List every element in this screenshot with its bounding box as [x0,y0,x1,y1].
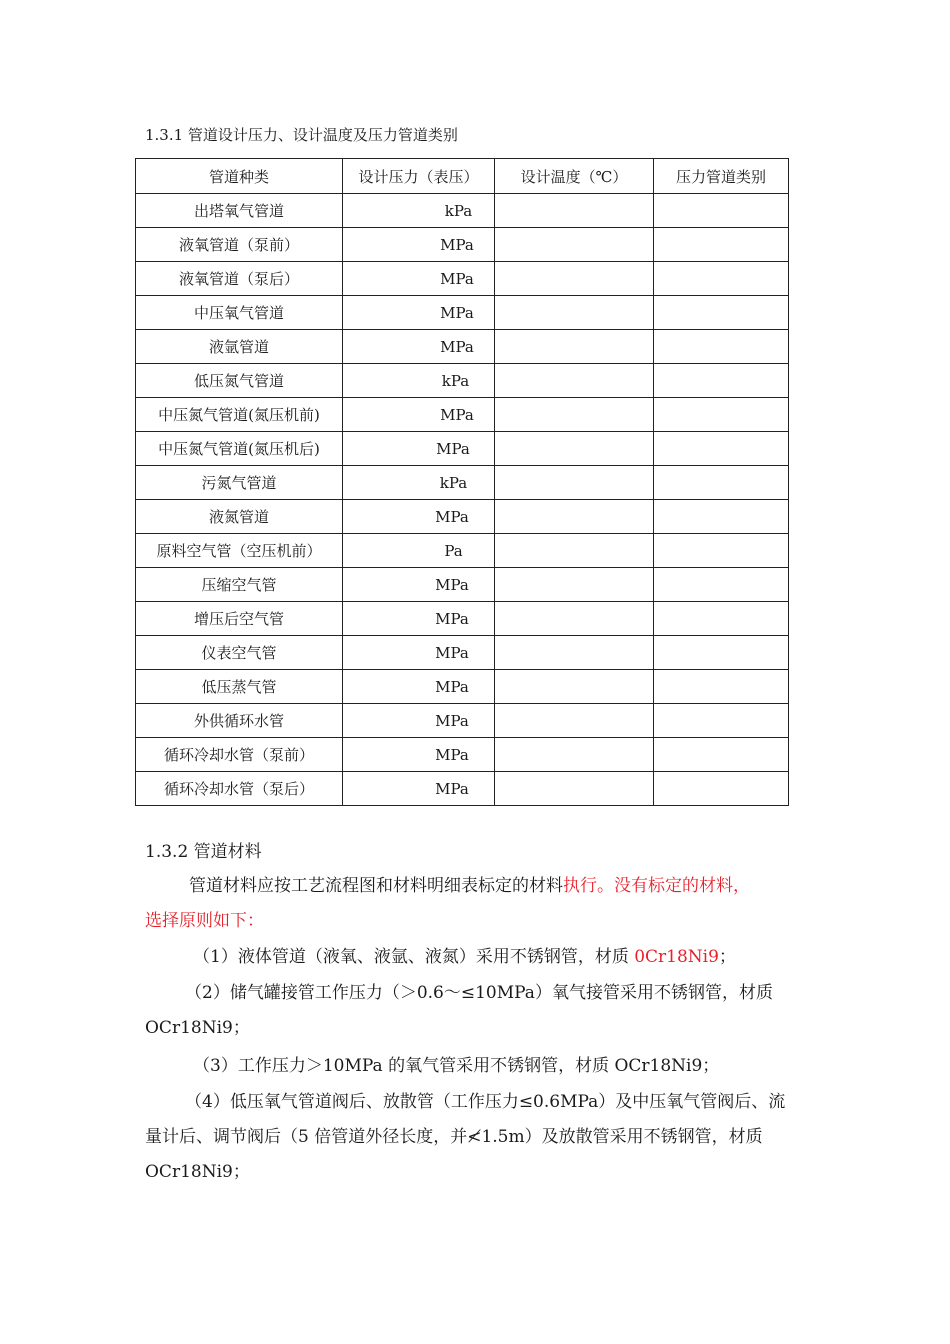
rule-1-material: 0Cr18Ni9 [634,947,719,967]
pipe-class-cell [654,704,789,738]
design-temperature-cell [495,330,654,364]
intro-highlight: 执行。没有标定的材料， [563,876,750,896]
table-row [136,738,789,772]
design-pressure-cell: MPa [343,296,495,330]
table-row [136,398,789,432]
pipe-pressure-table [135,158,789,806]
table-row [136,432,789,466]
design-pressure-cell: MPa [343,228,495,262]
rule-4-line-3: OCr18Ni9； [145,1162,250,1182]
design-pressure-cell: Pa [343,534,495,568]
pipe-class-cell [654,296,789,330]
material-rule-2 [145,976,810,1046]
pipe-type-cell: 液氩管道 [136,330,343,364]
table-row [136,670,789,704]
table-row [136,296,789,330]
header-pressure-pipe-class: 压力管道类别 [654,159,789,194]
pipe-type-cell: 出塔氧气管道 [136,194,343,228]
design-temperature-cell [495,296,654,330]
pipe-class-cell [654,500,789,534]
pipe-type-cell: 污氮气管道 [136,466,343,500]
design-temperature-cell [495,364,654,398]
design-temperature-cell [495,738,654,772]
design-pressure-cell: MPa [343,330,495,364]
section-1-3-1-title: 1.3.1 管道设计压力、设计温度及压力管道类别 [145,126,458,144]
design-pressure-cell: kPa [343,364,495,398]
table-header-row [136,159,789,194]
table-row [136,330,789,364]
design-pressure-cell: MPa [343,432,495,466]
design-pressure-cell: MPa [343,398,495,432]
design-temperature-cell [495,398,654,432]
pipe-type-cell: 中压氮气管道(氮压机后) [136,432,343,466]
pipe-class-cell [654,466,789,500]
rule-2-line-1: （2）储气罐接管工作压力（＞0.6～≤10MPa）氧气接管采用不锈钢管，材质 [185,983,773,1003]
design-pressure-cell: MPa [343,636,495,670]
pipe-type-cell: 增压后空气管 [136,602,343,636]
materials-intro-paragraph [145,869,810,939]
section-1-3-2-title: 1.3.2 管道材料 [145,842,262,862]
design-pressure-cell: MPa [343,602,495,636]
design-temperature-cell [495,568,654,602]
pipe-class-cell [654,432,789,466]
table-row [136,636,789,670]
design-pressure-cell: kPa [343,194,495,228]
pipe-type-cell: 中压氮气管道(氮压机前) [136,398,343,432]
design-temperature-cell [495,534,654,568]
table-row [136,364,789,398]
rule-1-text: （1）液体管道（液氧、液氩、液氮）采用不锈钢管，材质 [193,947,635,967]
pipe-class-cell [654,636,789,670]
pipe-type-cell: 中压氧气管道 [136,296,343,330]
rule-1-end: ； [718,947,736,967]
pipe-type-cell: 原料空气管（空压机前） [136,534,343,568]
pipe-class-cell [654,738,789,772]
pipe-class-cell [654,364,789,398]
table-row [136,534,789,568]
pipe-class-cell [654,194,789,228]
rule-4-line-1: （4）低压氧气管道阀后、放散管（工作压力≤0.6MPa）及中压氧气管阀后、流 [185,1092,786,1112]
pipe-class-cell [654,262,789,296]
design-temperature-cell [495,704,654,738]
design-temperature-cell [495,670,654,704]
design-temperature-cell [495,772,654,806]
pipe-type-cell: 液氧管道（泵后） [136,262,343,296]
design-pressure-cell: MPa [343,704,495,738]
pipe-type-cell: 低压氮气管道 [136,364,343,398]
rule-4-line-2: 量计后、调节阀后（5 倍管道外径长度，并≮1.5m）及放散管采用不锈钢管，材质 [145,1127,763,1147]
material-rule-4 [145,1085,810,1190]
pipe-type-cell: 循环冷却水管（泵前） [136,738,343,772]
design-pressure-cell: MPa [343,772,495,806]
table-row [136,500,789,534]
design-temperature-cell [495,228,654,262]
intro-line2: 选择原则如下： [145,911,264,931]
pipe-class-cell [654,568,789,602]
design-temperature-cell [495,194,654,228]
design-temperature-cell [495,466,654,500]
table-row [136,262,789,296]
pipe-class-cell [654,772,789,806]
design-temperature-cell [495,636,654,670]
pipe-type-cell: 低压蒸气管 [136,670,343,704]
header-pipe-type: 管道种类 [136,159,343,194]
design-temperature-cell [495,262,654,296]
pipe-class-cell [654,602,789,636]
material-rule-3: （3）工作压力＞10MPa 的氧气管采用不锈钢管，材质 OCr18Ni9； [193,1056,720,1076]
table-row [136,194,789,228]
pipe-class-cell [654,228,789,262]
pipe-class-cell [654,398,789,432]
design-pressure-cell: MPa [343,568,495,602]
pipe-type-cell: 液氮管道 [136,500,343,534]
table-body [136,194,789,806]
pipe-type-cell: 外供循环水管 [136,704,343,738]
table-row [136,568,789,602]
pipe-type-cell: 仪表空气管 [136,636,343,670]
header-design-temperature: 设计温度（℃） [495,159,654,194]
design-pressure-cell: kPa [343,466,495,500]
pipe-type-cell: 压缩空气管 [136,568,343,602]
pipe-type-cell: 循环冷却水管（泵后） [136,772,343,806]
rule-2-line-2: OCr18Ni9； [145,1018,250,1038]
pipe-class-cell [654,330,789,364]
pipe-class-cell [654,534,789,568]
design-temperature-cell [495,500,654,534]
design-temperature-cell [495,602,654,636]
intro-text: 管道材料应按工艺流程图和材料明细表标定的材料 [189,876,563,896]
material-rule-1 [145,940,858,975]
design-temperature-cell [495,432,654,466]
design-pressure-cell: MPa [343,500,495,534]
table-row [136,602,789,636]
header-design-pressure: 设计压力（表压） [343,159,495,194]
table-row [136,772,789,806]
table-row [136,466,789,500]
table-row [136,228,789,262]
pipe-type-cell: 液氧管道（泵前） [136,228,343,262]
design-pressure-cell: MPa [343,738,495,772]
table-row [136,704,789,738]
pipe-class-cell [654,670,789,704]
design-pressure-cell: MPa [343,262,495,296]
design-pressure-cell: MPa [343,670,495,704]
